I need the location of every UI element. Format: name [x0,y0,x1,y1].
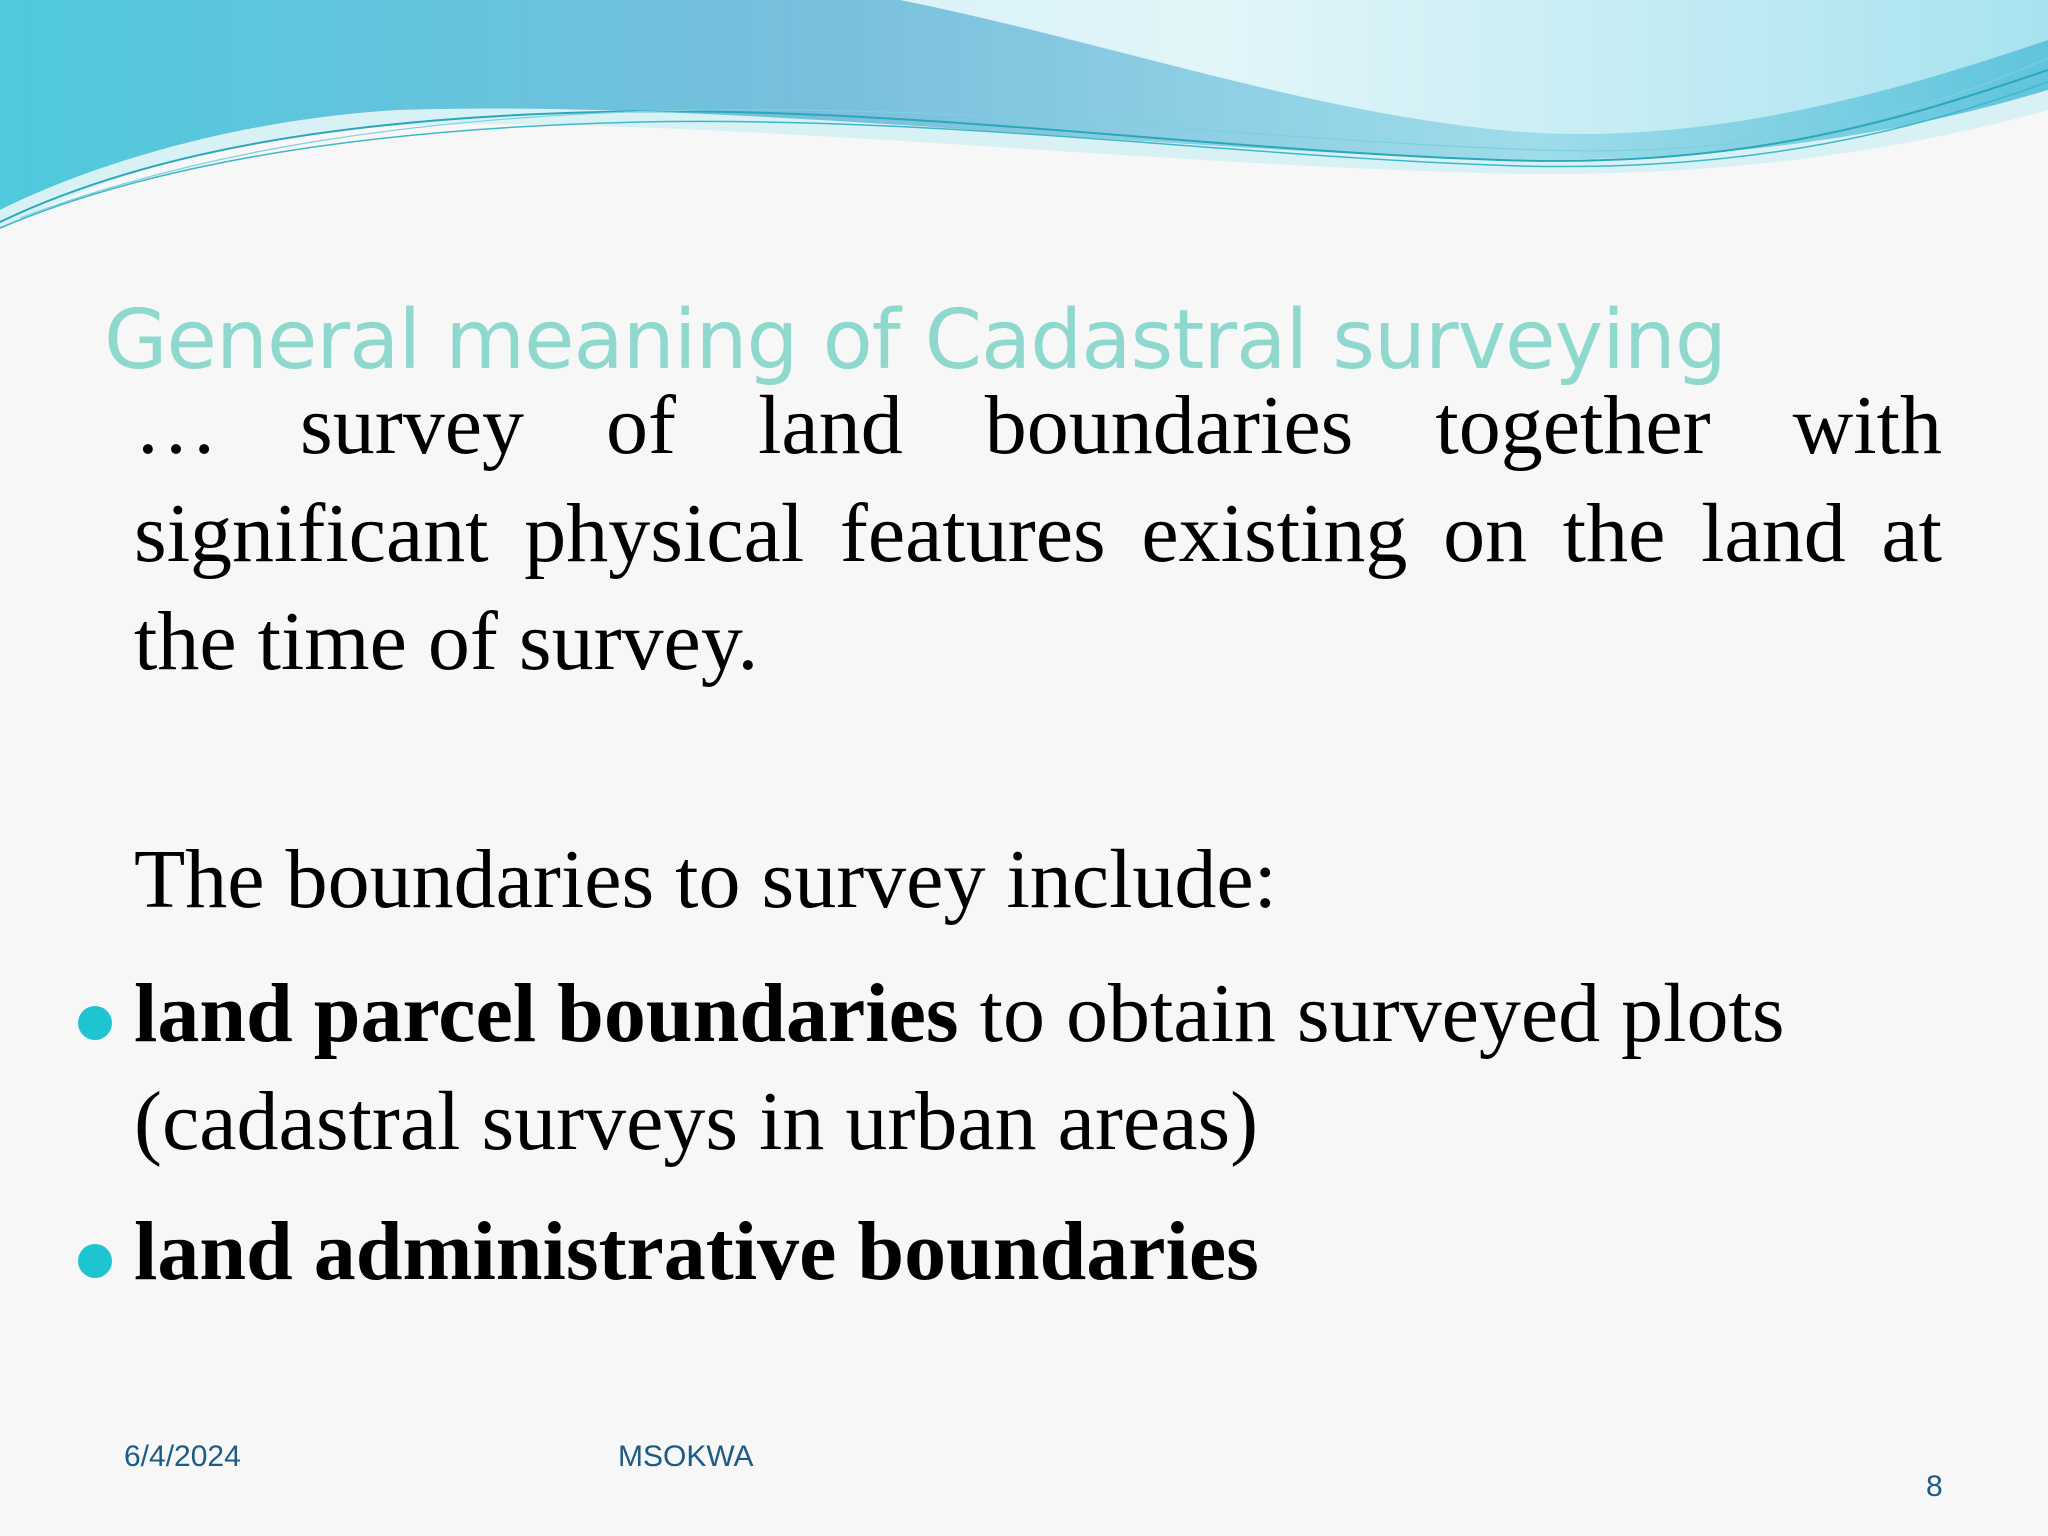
bullet-dot-icon [78,1244,112,1278]
definition-paragraph: … survey of land boundaries together with significant physical features existing on the land at the time of survey. [134,379,1942,688]
bullet-rest-text: to obtain surveyed plots (cadastral surveys in urban areas) [134,967,1785,1168]
bullet-bold-text: land administrative boundaries [134,1205,1259,1298]
bullet-land-administrative-boundaries [0,1198,2048,1306]
footer-date: 6/4/2024 [124,1440,241,1473]
boundaries-list [0,960,2048,1328]
page-number: 8 [1926,1470,1943,1503]
header-wave-decoration [0,0,2048,240]
bullet-dot-icon [78,1006,112,1040]
boundaries-intro: The boundaries to survey include: [134,833,1278,926]
bullet-land-parcel-boundaries [0,960,2048,1176]
bullet-bold-text: land parcel boundaries [134,967,959,1060]
footer-author: MSOKWA [618,1440,754,1473]
slide-title: General meaning of Cadastral surveying [104,293,1726,388]
